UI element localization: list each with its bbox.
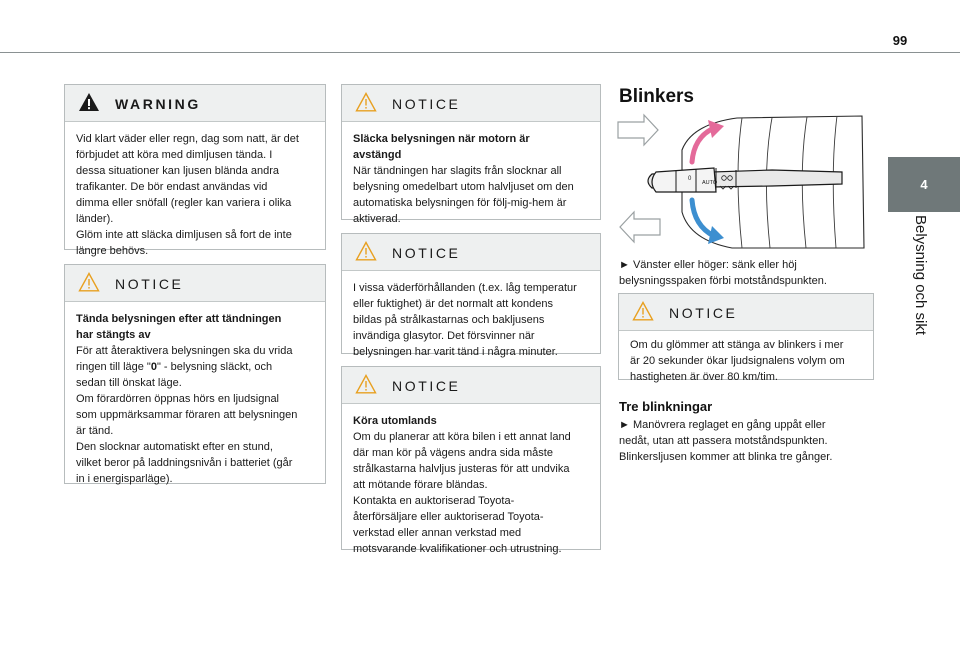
warning-heading: WARNING [115, 96, 201, 112]
warning-line: längre behövs. [76, 245, 149, 257]
tre-blinkningar-text [619, 417, 879, 465]
warning-line: trafikanter. De bör endast användas vid [76, 181, 268, 193]
notice-box-blinker-reminder [618, 293, 874, 383]
notice-line: sedan till önskat läge. [76, 377, 182, 389]
notice-heading: NOTICE [392, 378, 461, 394]
stalk-auto-label: AUTO [702, 180, 718, 186]
warning-line: länder). [76, 213, 114, 225]
notice-header [342, 234, 600, 271]
notice-line: Om förardörren öppnas hörs en ljudsignal [76, 393, 280, 405]
notice-heading: NOTICE [392, 96, 461, 112]
notice-text: ringen till läge " [76, 361, 151, 373]
notice-line: Om du glömmer att stänga av blinkers i mer [630, 339, 844, 351]
notice-heading: NOTICE [669, 305, 738, 321]
notice-line: är tänd. [76, 425, 114, 437]
notice-line: vilket beror på laddningsnivån i batteriet (går [76, 457, 293, 469]
notice-line: automatiska belysningen för följ-mig-hem är [353, 197, 567, 209]
notice-line: När tändningen har slagits från slocknar all [353, 165, 562, 177]
warning-line: dessa situationer kan ljusen blända andra [76, 165, 280, 177]
notice-line: aktiverad. [353, 213, 401, 225]
notice-line: in i energisparläge). [76, 473, 173, 485]
notice-line: belysning omedelbart utom halvljuset om den [353, 181, 574, 193]
notice-body [619, 331, 873, 393]
notice-box-lights-after-ignition [64, 264, 326, 484]
notice-heading: NOTICE [115, 276, 184, 292]
warning-triangle-icon [78, 92, 100, 112]
arrow-left-icon [620, 212, 660, 242]
notice-line: bildas på strålkastarnas och bakljusens [353, 314, 545, 326]
chapter-title: Belysning och sikt [912, 215, 929, 336]
blinker-stalk-illustration [612, 112, 872, 252]
notice-triangle-icon [355, 241, 377, 261]
notice-line: Om du planerar att köra bilen i ett annat land [353, 431, 571, 443]
notice-line: Den slocknar automatiskt efter en stund, [76, 441, 273, 453]
notice-line: Kontakta en auktoriserad Toyota- [353, 495, 515, 507]
notice-line: motsvarande kvalifikationer och utrustning. [353, 543, 562, 555]
notice-title-line: avstängd [353, 149, 402, 161]
notice-title-line: har stängts av [76, 329, 151, 341]
notice-line: där man kör på vägens andra sida måste [353, 447, 553, 459]
notice-header [342, 367, 600, 404]
tre-blinkningar-line: nedåt, utan att passera motståndspunkten. [619, 435, 828, 447]
notice-title-line: Tända belysningen efter att tändningen [76, 313, 282, 325]
position-zero: 0 [150, 361, 157, 373]
notice-line: återförsäljare eller auktoriserad Toyota- [353, 511, 544, 523]
notice-line: belysningen har varit tänd i några minuter. [353, 346, 558, 358]
warning-line: förbjudet att köra med dimljusen tända. I [76, 149, 273, 161]
chapter-tab[interactable] [888, 157, 960, 212]
notice-text: " - belysning släckt, och [156, 361, 273, 373]
notice-header [65, 265, 325, 302]
notice-line: strålkastarna halvljus justeras för att undvika [353, 463, 570, 475]
notice-line: För att återaktivera belysningen ska du vrida [76, 345, 293, 357]
page-number: 99 [892, 33, 908, 48]
notice-line: är 20 sekunder ökar ljudsignalens volym om [630, 355, 845, 367]
notice-line: att mötande förare bländas. [353, 479, 488, 491]
notice-line: verkstad eller annan verkstad med [353, 527, 522, 539]
tre-blinkningar-line: Blinkersljusen kommer att blinka tre gånger. [619, 451, 833, 463]
section-heading-tre-blinkningar: Tre blinkningar [619, 399, 713, 414]
notice-header [619, 294, 873, 331]
notice-box-driving-abroad [341, 366, 601, 555]
notice-body [342, 122, 600, 235]
stalk-zero-label: 0 [688, 176, 692, 182]
notice-triangle-icon [632, 301, 654, 321]
notice-header [342, 85, 600, 122]
warning-line: dimma eller snöfall (regler kan variera i olika [76, 197, 292, 209]
notice-line: som uppmärksammar föraren att belysningen [76, 409, 298, 421]
chapter-number: 4 [920, 177, 928, 192]
notice-line-with-position [76, 359, 315, 375]
notice-box-lights-off-engine-stopped [341, 84, 601, 225]
notice-line: invändiga glasytor. Det försvinner när [353, 330, 535, 342]
notice-box-condensation [341, 233, 601, 358]
instruction-line: belysningsspaken förbi motståndspunkten. [619, 275, 827, 287]
blinkers-instruction [619, 257, 879, 289]
notice-body [342, 271, 600, 368]
header-rule [0, 52, 960, 53]
notice-title: Köra utomlands [353, 415, 437, 427]
warning-header [65, 85, 325, 122]
notice-triangle-icon [355, 374, 377, 394]
notice-body [65, 302, 325, 495]
notice-body [342, 404, 600, 565]
notice-heading: NOTICE [392, 245, 461, 261]
instruction-line: ► Vänster eller höger: sänk eller höj [619, 259, 797, 271]
tre-blinkningar-line: ► Manövrera reglaget en gång uppåt eller [619, 419, 826, 431]
notice-line: hastigheten är över 80 km/tim. [630, 371, 778, 383]
notice-line: I vissa väderförhållanden (t.ex. låg temperatur [353, 282, 577, 294]
notice-line: eller fuktighet) är det normalt att kondens [353, 298, 553, 310]
section-heading-blinkers: Blinkers [619, 86, 694, 107]
notice-triangle-icon [78, 272, 100, 292]
warning-line: Glöm inte att släcka dimljusen så fort de inte [76, 229, 292, 241]
notice-title-line: Släcka belysningen när motorn är [353, 133, 530, 145]
notice-triangle-icon [355, 92, 377, 112]
warning-box [64, 84, 326, 257]
warning-body [65, 122, 325, 267]
arrow-right-icon [618, 115, 658, 145]
warning-line: Vid klart väder eller regn, dag som natt, är det [76, 133, 299, 145]
